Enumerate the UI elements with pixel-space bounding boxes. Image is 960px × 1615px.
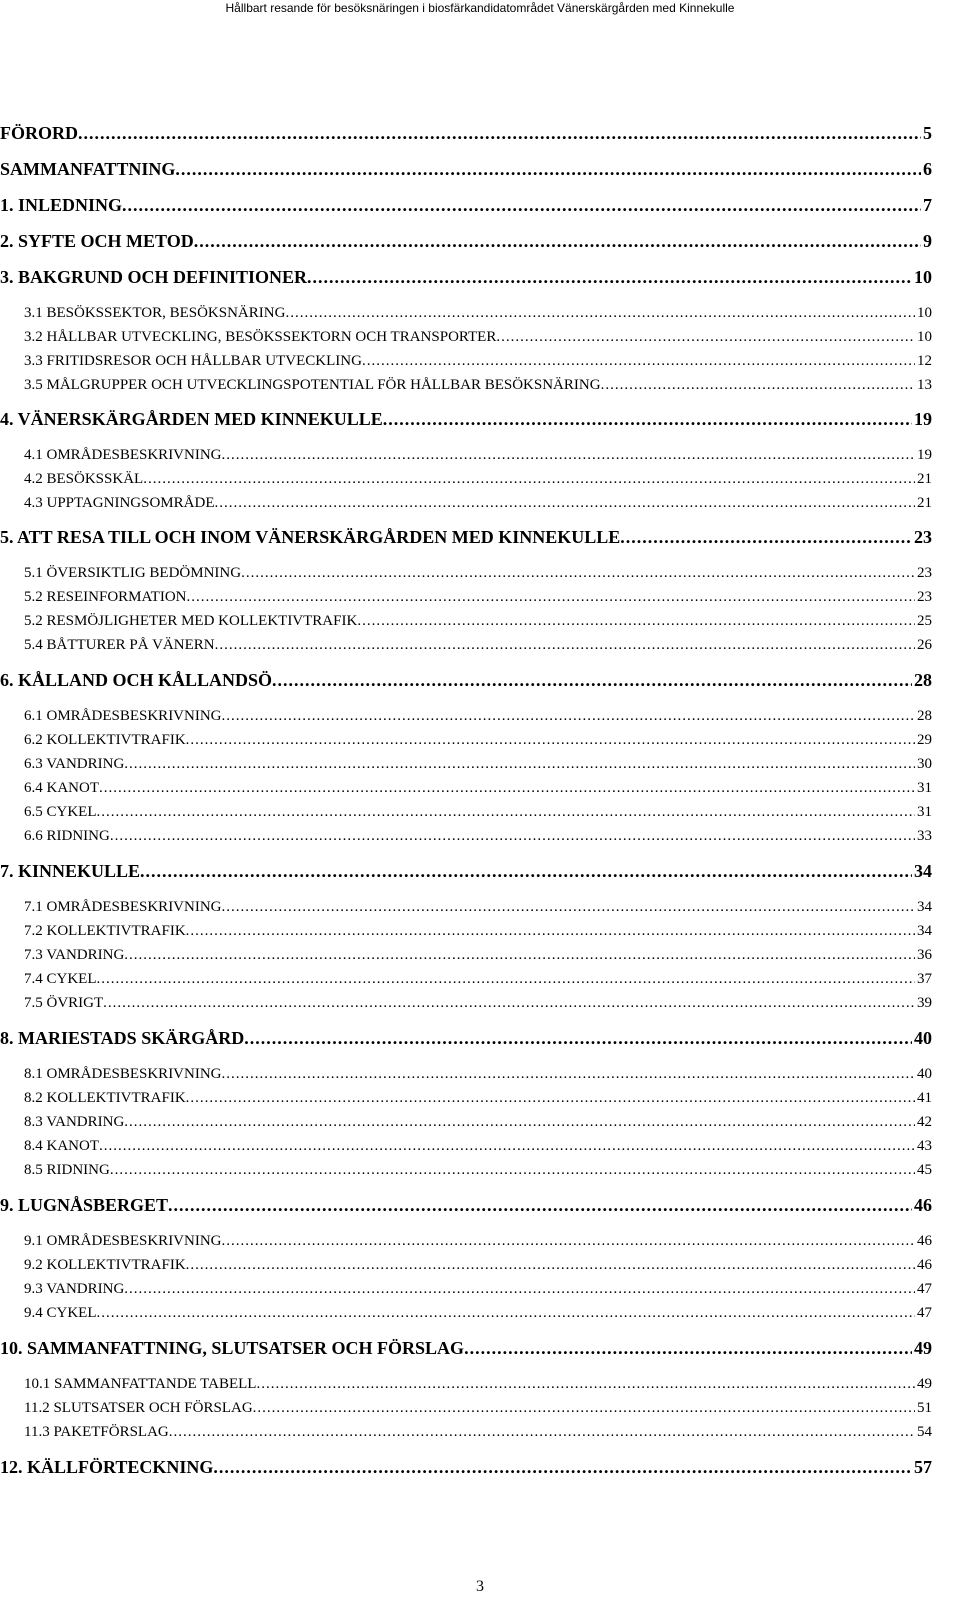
dot-leader	[97, 971, 916, 988]
dot-leader	[99, 1138, 915, 1155]
toc-subentry[interactable]	[0, 995, 932, 1012]
toc-entry-page: 41	[917, 1090, 932, 1106]
dot-leader	[357, 613, 915, 630]
toc-entry-page: 30	[917, 756, 932, 772]
toc-entry-page: 43	[917, 1138, 932, 1154]
toc-entry-page: 46	[917, 1233, 932, 1249]
toc-entry-page: 31	[917, 780, 932, 796]
toc-entry-label: 9.3 VANDRING	[24, 1281, 125, 1297]
toc-entry-label: 4.2 BESÖKSSKÄL	[24, 471, 144, 487]
toc-entry-page: 10	[914, 267, 932, 287]
toc-subentry[interactable]	[0, 1162, 932, 1179]
toc-entry-label: 11.2 SLUTSATSER OCH FÖRSLAG	[24, 1400, 253, 1416]
toc-entry[interactable]	[0, 267, 932, 288]
toc-entry-page: 19	[914, 409, 932, 429]
toc-subentry[interactable]	[0, 1257, 932, 1274]
toc-entry[interactable]	[0, 231, 932, 252]
toc-entry-label: 7. KINNEKULLE	[0, 861, 141, 881]
toc-entry[interactable]	[0, 195, 932, 216]
toc-subentry[interactable]	[0, 947, 932, 964]
toc-subentry[interactable]	[0, 923, 932, 940]
toc-subentry[interactable]	[0, 780, 932, 797]
dot-leader	[214, 495, 915, 512]
dot-leader	[383, 409, 912, 430]
toc-entry-page: 19	[917, 447, 932, 463]
toc-entry-label: 4. VÄNERSKÄRGÅRDEN MED KINNEKULLE	[0, 409, 383, 429]
dot-leader	[307, 267, 912, 288]
toc-entry-page: 46	[914, 1195, 932, 1215]
toc-entry-label: 1. INLEDNING	[0, 195, 123, 215]
toc-entry-label: 7.2 KOLLEKTIVTRAFIK	[24, 923, 186, 939]
toc-subentry[interactable]	[0, 1114, 932, 1131]
toc-subentry[interactable]	[0, 899, 932, 916]
toc-entry-label: 7.1 OMRÅDESBESKRIVNING	[24, 899, 222, 915]
toc-subentry[interactable]	[0, 495, 932, 512]
toc-entry-label: 11.3 PAKETFÖRSLAG	[24, 1424, 169, 1440]
toc-entry-page: 28	[914, 670, 932, 690]
toc-entry-page: 40	[917, 1066, 932, 1082]
toc-subentry[interactable]	[0, 828, 932, 845]
toc-entry[interactable]	[0, 1338, 932, 1359]
dot-leader	[110, 828, 915, 845]
toc-entry-page: 39	[917, 995, 932, 1011]
toc-entry-label: 5.4 BÅTTURER PÅ VÄNERN	[24, 637, 215, 653]
dot-leader	[78, 123, 921, 144]
toc-entry-page: 49	[917, 1376, 932, 1392]
dot-leader	[99, 780, 915, 797]
page-number: 3	[476, 1578, 484, 1595]
toc-entry-label: 12. KÄLLFÖRTECKNING	[0, 1457, 214, 1477]
toc-entry-page: 9	[923, 231, 932, 251]
dot-leader	[110, 1162, 915, 1179]
toc-entry-page: 7	[923, 195, 932, 215]
toc-entry-label: 8.1 OMRÅDESBESKRIVNING	[24, 1066, 222, 1082]
dot-leader	[194, 231, 921, 252]
dot-leader	[222, 1066, 915, 1083]
toc-subentry[interactable]	[0, 1305, 932, 1322]
toc-entry-page: 40	[914, 1028, 932, 1048]
toc-entry-label: 3. BAKGRUND OCH DEFINITIONER	[0, 267, 308, 287]
toc-subentry[interactable]	[0, 589, 932, 606]
toc-entry-label: 3.2 HÅLLBAR UTVECKLING, BESÖKSSEKTORN OCH TRANSPORTER	[24, 329, 497, 345]
toc-entry-label: 8.5 RIDNING	[24, 1162, 110, 1178]
toc-entry-label: 5.2 RESMÖJLIGHETER MED KOLLEKTIVTRAFIK	[24, 613, 358, 629]
dot-leader	[124, 1281, 915, 1298]
toc-entry-page: 31	[917, 804, 932, 820]
toc-subentry[interactable]	[0, 1376, 932, 1393]
toc-subentry[interactable]	[0, 1281, 932, 1298]
toc-entry-label: 9.2 KOLLEKTIVTRAFIK	[24, 1257, 186, 1273]
dot-leader	[97, 804, 916, 821]
dot-leader	[222, 708, 915, 725]
toc-entry-label: 6.4 KANOT	[24, 780, 99, 796]
toc-subentry[interactable]	[0, 471, 932, 488]
dot-leader	[186, 1257, 915, 1274]
dot-leader	[464, 1338, 912, 1359]
dot-leader	[143, 471, 915, 488]
dot-leader	[244, 1028, 912, 1049]
toc-entry-label: 8. MARIESTADS SKÄRGÅRD	[0, 1028, 245, 1048]
toc-subentry[interactable]	[0, 637, 932, 654]
toc-entry-page: 23	[917, 565, 932, 581]
dot-leader	[97, 1305, 916, 1322]
toc-subentry[interactable]	[0, 804, 932, 821]
dot-leader	[362, 353, 915, 370]
dot-leader	[241, 565, 915, 582]
toc-subentry[interactable]	[0, 305, 932, 322]
toc-subentry[interactable]	[0, 732, 932, 749]
toc-entry-page: 46	[917, 1257, 932, 1273]
toc-entry[interactable]	[0, 159, 932, 180]
toc-entry-label: 6.2 KOLLEKTIVTRAFIK	[24, 732, 186, 748]
toc-entry-label: 10.1 SAMMANFATTANDE TABELL	[24, 1376, 257, 1392]
toc-subentry[interactable]	[0, 1233, 932, 1250]
dot-leader	[222, 899, 915, 916]
toc-entry-page: 54	[917, 1424, 932, 1440]
toc-entry-page: 34	[914, 861, 932, 881]
dot-leader	[186, 732, 915, 749]
dot-leader	[222, 1233, 915, 1250]
toc-entry-page: 57	[914, 1457, 932, 1477]
toc-entry-label: 4.1 OMRÅDESBESKRIVNING	[24, 447, 222, 463]
toc-entry-label: 9.1 OMRÅDESBESKRIVNING	[24, 1233, 222, 1249]
toc-subentry[interactable]	[0, 329, 932, 346]
toc-entry-label: 8.2 KOLLEKTIVTRAFIK	[24, 1090, 186, 1106]
toc-entry-page: 45	[917, 1162, 932, 1178]
toc-entry[interactable]	[0, 1457, 932, 1478]
toc-entry[interactable]	[0, 527, 932, 548]
toc-entry-label: 9.4 CYKEL	[24, 1305, 97, 1321]
toc-subentry[interactable]	[0, 613, 932, 630]
toc-entry-label: 4.3 UPPTAGNINGSOMRÅDE	[24, 495, 215, 511]
dot-leader	[222, 447, 915, 464]
toc-entry-label: 7.4 CYKEL	[24, 971, 97, 987]
dot-leader	[124, 947, 915, 964]
toc-entry-label: 6.5 CYKEL	[24, 804, 97, 820]
toc-entry-page: 13	[917, 377, 932, 393]
dot-leader	[186, 923, 915, 940]
toc-entry-label: 3.1 BESÖKSSEKTOR, BESÖKSNÄRING	[24, 305, 286, 321]
toc-entry-label: 5.1 ÖVERSIKTLIG BEDÖMNING	[24, 565, 242, 581]
toc-entry-label: 9. LUGNÅSBERGET	[0, 1195, 169, 1215]
toc-entry-label: 6.1 OMRÅDESBESKRIVNING	[24, 708, 222, 724]
dot-leader	[175, 159, 921, 180]
toc-entry-page: 34	[917, 899, 932, 915]
toc-entry-page: 51	[917, 1400, 932, 1416]
toc-subentry[interactable]	[0, 1138, 932, 1155]
toc-entry[interactable]	[0, 409, 932, 430]
toc-subentry[interactable]	[0, 377, 932, 394]
toc-entry-label: 8.3 VANDRING	[24, 1114, 125, 1130]
dot-leader	[601, 377, 915, 394]
toc-entry-label: SAMMANFATTNING	[0, 159, 176, 179]
toc-entry-page: 47	[917, 1281, 932, 1297]
toc-entry[interactable]	[0, 1195, 932, 1216]
toc-entry-page: 47	[917, 1305, 932, 1321]
toc-entry-page: 29	[917, 732, 932, 748]
dot-leader	[285, 305, 915, 322]
toc-entry-page: 42	[917, 1114, 932, 1130]
toc-entry-page: 34	[917, 923, 932, 939]
toc-entry-page: 37	[917, 971, 932, 987]
toc-entry-label: 6.6 RIDNING	[24, 828, 110, 844]
dot-leader	[256, 1376, 915, 1393]
toc-subentry[interactable]	[0, 1066, 932, 1083]
toc-entry-label: 7.3 VANDRING	[24, 947, 125, 963]
toc-subentry[interactable]	[0, 971, 932, 988]
toc-entry-page: 12	[917, 353, 932, 369]
dot-leader	[272, 670, 912, 691]
toc-entry[interactable]	[0, 670, 932, 691]
dot-leader	[103, 995, 915, 1012]
toc-subentry[interactable]	[0, 447, 932, 464]
toc-subentry[interactable]	[0, 1400, 932, 1417]
dot-leader	[213, 1457, 912, 1478]
toc-entry[interactable]	[0, 861, 932, 882]
toc-subentry[interactable]	[0, 1090, 932, 1107]
toc-entry-page: 21	[917, 495, 932, 511]
toc-entry-label: 8.4 KANOT	[24, 1138, 99, 1154]
toc-subentry[interactable]	[0, 708, 932, 725]
toc-entry-page: 23	[914, 527, 932, 547]
toc-subentry[interactable]	[0, 565, 932, 582]
toc-entry-label: 7.5 ÖVRIGT	[24, 995, 104, 1011]
toc-subentry[interactable]	[0, 1424, 932, 1441]
toc-entry-page: 6	[923, 159, 932, 179]
dot-leader	[253, 1400, 915, 1417]
toc-subentry[interactable]	[0, 756, 932, 773]
dot-leader	[122, 195, 921, 216]
toc-entry-page: 21	[917, 471, 932, 487]
dot-leader	[169, 1424, 915, 1441]
toc-entry-label: 2. SYFTE OCH METOD	[0, 231, 194, 251]
toc-entry[interactable]	[0, 1028, 932, 1049]
toc-entry-page: 36	[917, 947, 932, 963]
dot-leader	[496, 329, 915, 346]
toc-entry-label: 6. KÅLLAND OCH KÅLLANDSÖ	[0, 670, 273, 690]
toc-entry-page: 23	[917, 589, 932, 605]
toc-entry-label: 6.3 VANDRING	[24, 756, 125, 772]
toc-entry-label: 3.3 FRITIDSRESOR OCH HÅLLBAR UTVECKLING	[24, 353, 362, 369]
toc-entry[interactable]	[0, 123, 932, 144]
dot-leader	[620, 527, 912, 548]
toc-entry-label: 5. ATT RESA TILL OCH INOM VÄNERSKÄRGÅRDEN MED KINNEKULLE	[0, 527, 621, 547]
toc-entry-page: 49	[914, 1338, 932, 1358]
toc-entry-label: 10. SAMMANFATTNING, SLUTSATSER OCH FÖRSLAG	[0, 1338, 465, 1358]
toc-entry-page: 25	[917, 613, 932, 629]
toc-entry-label: FÖRORD	[0, 123, 78, 143]
dot-leader	[187, 589, 915, 606]
dot-leader	[186, 1090, 915, 1107]
dot-leader	[140, 861, 912, 882]
toc-entry-page: 28	[917, 708, 932, 724]
toc-entry-page: 33	[917, 828, 932, 844]
toc-entry-label: 3.5 MÅLGRUPPER OCH UTVECKLINGSPOTENTIAL FÖR HÅLLBAR BESÖKSNÄRING	[24, 377, 601, 393]
dot-leader	[168, 1195, 912, 1216]
toc-entry-page: 5	[923, 123, 932, 143]
toc-subentry[interactable]	[0, 353, 932, 370]
dot-leader	[124, 1114, 915, 1131]
toc-entry-page: 10	[917, 329, 932, 345]
dot-leader	[215, 637, 915, 654]
toc-entry-label: 5.2 RESEINFORMATION	[24, 589, 187, 605]
toc-entry-page: 10	[917, 305, 932, 321]
running-header: Hållbart resande för besöksnäringen i biosfärkandidatområdet Vänerskärgården med Kinnekulle	[225, 1, 735, 15]
toc-entry-page: 26	[917, 637, 932, 653]
dot-leader	[124, 756, 915, 773]
